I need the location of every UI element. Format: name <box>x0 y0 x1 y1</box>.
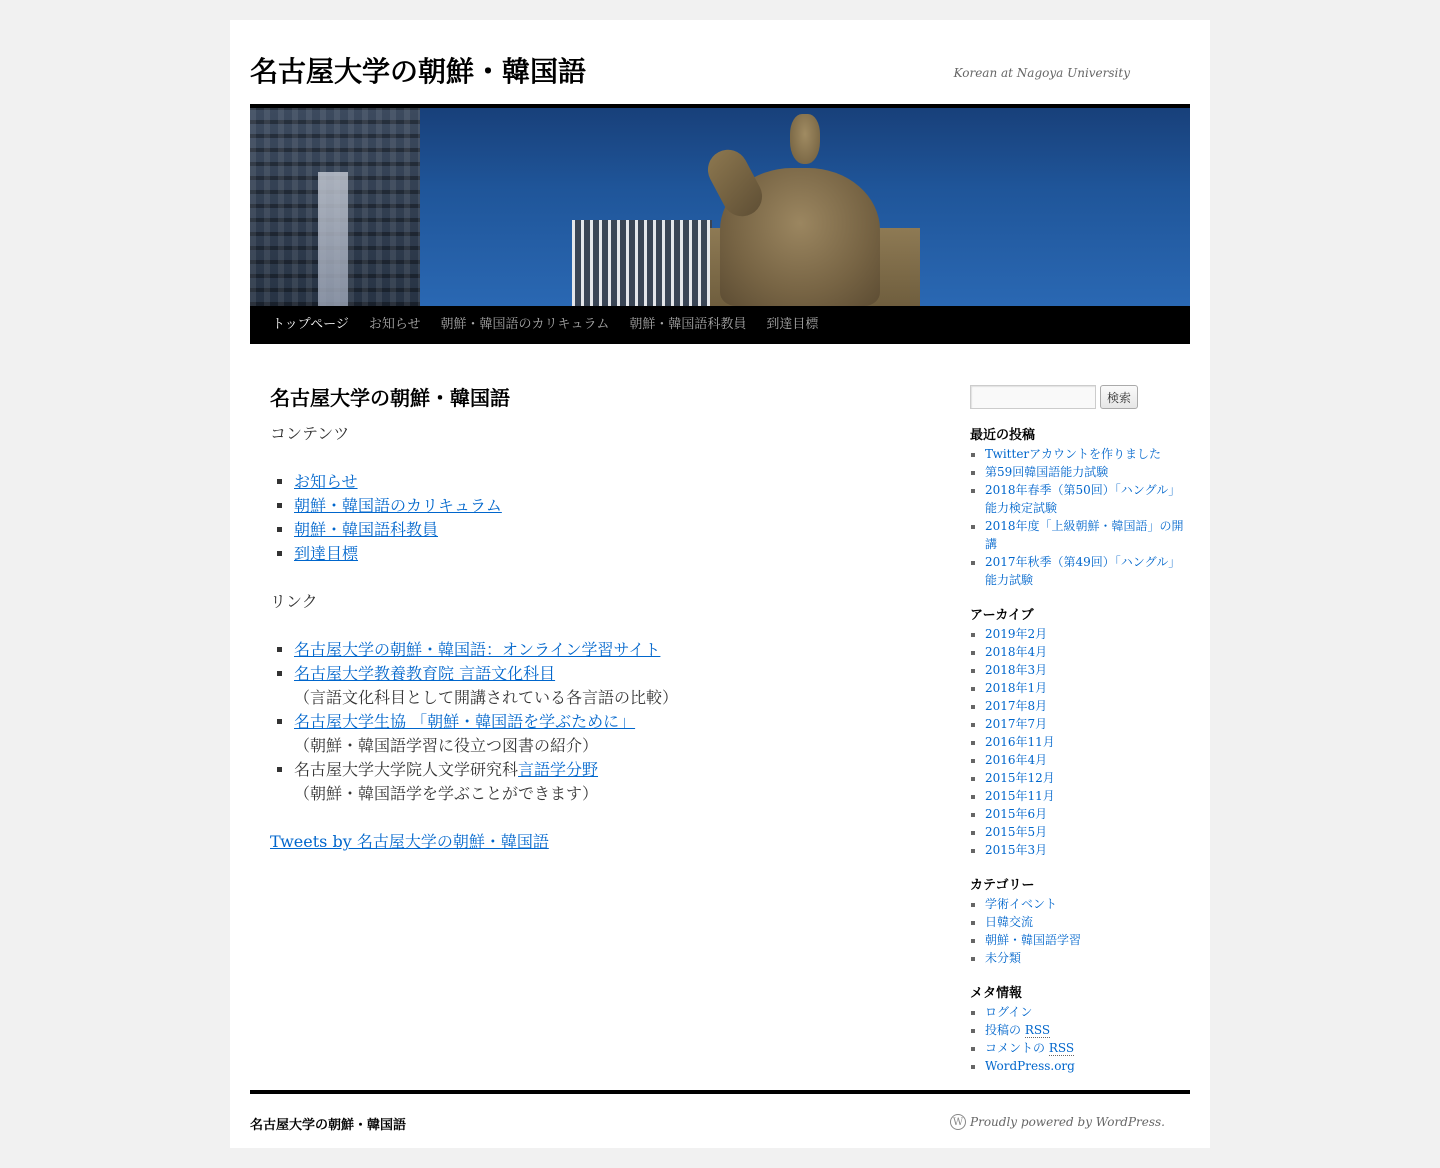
meta-widget <box>970 985 1190 1075</box>
link-language-culture-courses[interactable]: 名古屋大学教養教育院 言語文化科目 <box>294 664 556 683</box>
category-link[interactable]: 学術イベント <box>985 897 1058 911</box>
links-heading: リンク <box>270 592 318 611</box>
header-branding <box>250 20 1190 104</box>
wordpress-org-link[interactable]: WordPress.org <box>985 1059 1075 1073</box>
contents-link-curriculum[interactable]: 朝鮮・韓国語のカリキュラム <box>294 496 502 515</box>
archives-widget <box>970 607 1190 859</box>
list-item <box>985 661 1190 679</box>
list-item <box>985 787 1190 805</box>
footer <box>250 1090 1190 1148</box>
nav-item-curriculum[interactable]: 朝鮮・韓国語のカリキュラム <box>440 317 610 332</box>
archive-link[interactable]: 2015年12月 <box>985 771 1055 785</box>
recent-post-link[interactable]: 第59回韓国語能力試験 <box>985 465 1109 479</box>
list-item <box>985 481 1190 517</box>
list-item <box>294 518 910 542</box>
powered-by-link[interactable] <box>950 1114 1165 1130</box>
list-item <box>294 494 910 518</box>
link-online-learning-site[interactable]: 名古屋大学の朝鮮・韓国語：オンライン学習サイト <box>294 640 661 659</box>
header-image-banner <box>318 172 348 306</box>
list-item <box>985 625 1190 643</box>
archive-link[interactable]: 2017年7月 <box>985 717 1048 731</box>
list-item <box>985 895 1190 913</box>
widget-title: アーカイブ <box>970 608 1034 623</box>
footer-site-title-link[interactable]: 名古屋大学の朝鮮・韓国語 <box>250 1118 407 1133</box>
sidebar <box>970 384 1190 1093</box>
nav-item-top-page[interactable]: トップページ <box>272 317 349 332</box>
archive-link[interactable]: 2015年3月 <box>985 843 1048 857</box>
list-item <box>985 1039 1190 1057</box>
list-item <box>294 662 910 710</box>
link-note: （朝鮮・韓国語学習に役立つ図書の紹介） <box>294 736 599 755</box>
list-item <box>985 751 1190 769</box>
recent-post-link[interactable]: Twitterアカウントを作りました <box>985 447 1162 461</box>
rss-abbr: RSS <box>1048 1041 1075 1055</box>
archive-link[interactable]: 2018年3月 <box>985 663 1048 677</box>
list-item <box>985 841 1190 859</box>
list-item <box>985 1021 1190 1039</box>
archive-link[interactable]: 2018年1月 <box>985 681 1048 695</box>
login-link[interactable]: ログイン <box>985 1005 1033 1019</box>
page-title: 名古屋大学の朝鮮・韓国語 <box>270 386 510 410</box>
archive-link[interactable]: 2019年2月 <box>985 627 1048 641</box>
list-item <box>985 679 1190 697</box>
powered-by-text: Proudly powered by WordPress. <box>970 1115 1165 1129</box>
page-wrapper <box>230 20 1210 1148</box>
main-navigation <box>250 306 1190 344</box>
archive-link[interactable]: 2017年8月 <box>985 699 1048 713</box>
widget-title: カテゴリー <box>970 878 1035 893</box>
list-item <box>294 470 910 494</box>
nav-item-news[interactable]: お知らせ <box>368 317 421 332</box>
archive-link[interactable]: 2015年11月 <box>985 789 1055 803</box>
archive-link[interactable]: 2015年6月 <box>985 807 1048 821</box>
recent-post-link[interactable]: 2017年秋季（第49回）「ハングル」能力試験 <box>985 555 1181 587</box>
header-image-statue-head <box>790 114 820 164</box>
list-item <box>985 697 1190 715</box>
comments-rss-link[interactable] <box>985 1041 1074 1056</box>
link-prefix-text: 名古屋大学大学院人文学研究科 <box>294 760 519 779</box>
search-input[interactable] <box>970 385 1096 409</box>
list-item <box>985 733 1190 751</box>
archive-link[interactable]: 2016年11月 <box>985 735 1055 749</box>
link-coop-books[interactable]: 名古屋大学生協 「朝鮮・韓国語を学ぶために」 <box>294 712 636 731</box>
archive-link[interactable]: 2018年4月 <box>985 645 1048 659</box>
recent-posts-widget <box>970 427 1190 589</box>
link-note: （朝鮮・韓国語学を学ぶことができます） <box>294 784 599 803</box>
contents-link-news[interactable]: お知らせ <box>294 472 358 491</box>
list-item <box>985 715 1190 733</box>
contents-link-goals[interactable]: 到達目標 <box>294 544 359 563</box>
category-link[interactable]: 朝鮮・韓国語学習 <box>985 933 1082 947</box>
widget-title: メタ情報 <box>970 986 1023 1001</box>
list-item <box>985 463 1190 481</box>
search-button[interactable]: 検索 <box>1100 385 1138 409</box>
list-item <box>985 1003 1190 1021</box>
nav-item-goals[interactable]: 到達目標 <box>766 317 819 332</box>
archive-link[interactable]: 2016年4月 <box>985 753 1048 767</box>
archive-link[interactable]: 2015年5月 <box>985 825 1048 839</box>
categories-widget <box>970 877 1190 967</box>
site-title-link[interactable]: 名古屋大学の朝鮮・韓国語 <box>250 55 587 88</box>
nav-item-faculty[interactable]: 朝鮮・韓国語科教員 <box>629 317 747 332</box>
posts-rss-link[interactable] <box>985 1023 1050 1038</box>
list-item <box>985 931 1190 949</box>
header-image-building-mid <box>572 220 712 306</box>
recent-post-link[interactable]: 2018年度「上級朝鮮・韓国語」の開講 <box>985 519 1184 551</box>
list-item <box>985 769 1190 787</box>
site-description: Korean at Nagoya University <box>953 66 1130 80</box>
list-item <box>294 758 910 806</box>
list-item <box>294 638 910 662</box>
wordpress-icon: W <box>950 1114 966 1130</box>
list-item <box>985 445 1190 463</box>
list-item <box>985 643 1190 661</box>
header-image <box>250 104 1190 306</box>
main-area <box>250 344 1190 1073</box>
category-link[interactable]: 日韓交流 <box>985 915 1034 929</box>
posts-rss-prefix: 投稿の <box>985 1023 1022 1037</box>
list-item <box>985 949 1190 967</box>
contents-link-faculty[interactable]: 朝鮮・韓国語科教員 <box>294 520 439 539</box>
list-item <box>985 1057 1190 1075</box>
link-linguistics[interactable]: 言語学分野 <box>518 760 599 779</box>
list-item <box>294 710 910 758</box>
search-widget <box>970 385 1190 409</box>
list-item <box>985 553 1190 589</box>
entry-content <box>270 422 910 854</box>
list-item <box>985 805 1190 823</box>
rss-abbr: RSS <box>1024 1023 1051 1037</box>
list-item <box>294 542 910 566</box>
links-list <box>270 638 910 806</box>
contents-heading: コンテンツ <box>270 424 350 443</box>
list-item <box>985 823 1190 841</box>
recent-post-link[interactable]: 2018年春季（第50回）「ハングル」能力検定試験 <box>985 483 1181 515</box>
tweets-link[interactable]: Tweets by 名古屋大学の朝鮮・韓国語 <box>270 832 549 851</box>
link-note: （言語文化科目として開講されている各言語の比較） <box>294 688 679 707</box>
widget-title: 最近の投稿 <box>970 428 1036 443</box>
category-link[interactable]: 未分類 <box>985 951 1022 965</box>
contents-list <box>270 470 910 566</box>
list-item <box>985 517 1190 553</box>
list-item <box>985 913 1190 931</box>
comments-rss-prefix: コメントの <box>985 1041 1046 1055</box>
content <box>270 384 910 854</box>
